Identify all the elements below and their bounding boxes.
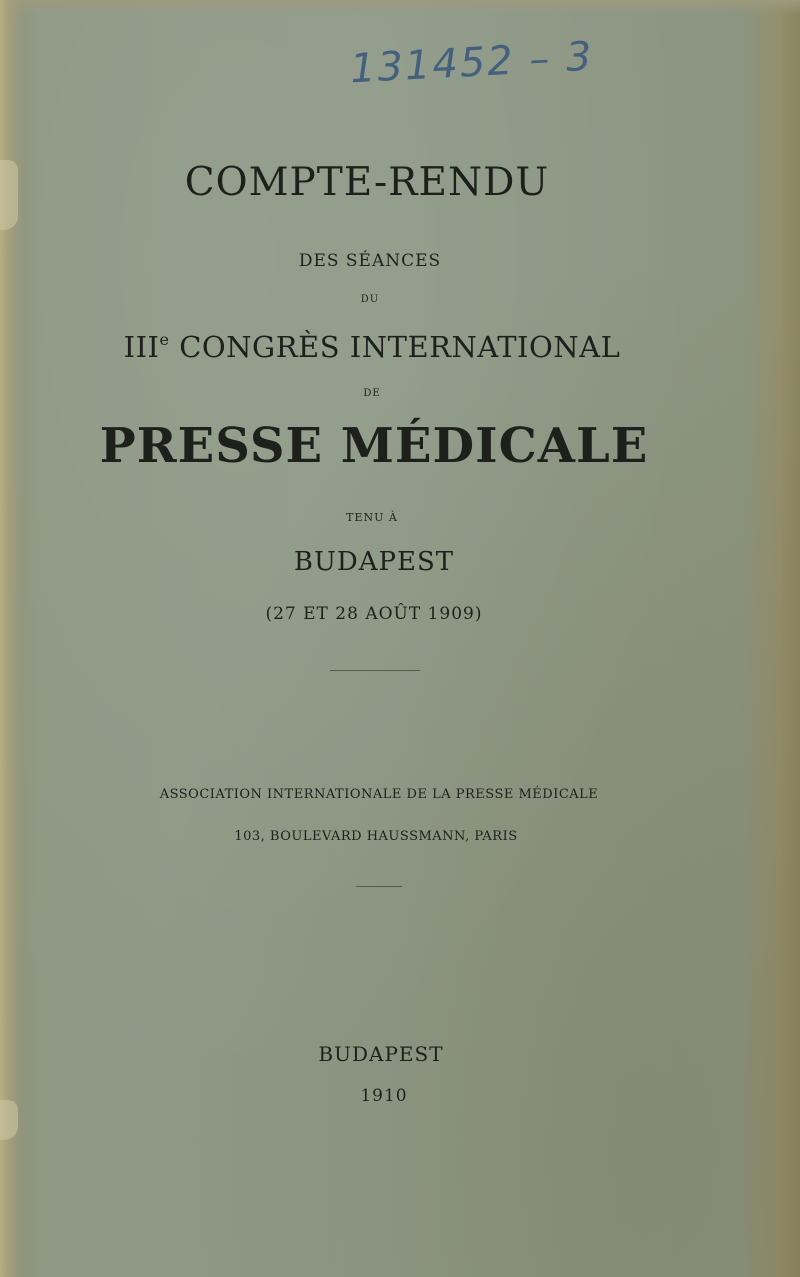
congress-title — [0, 330, 772, 364]
title-compte-rendu: COMPTE-RENDU — [184, 160, 550, 205]
association-address: 103, BOULEVARD HAUSSMANN, PARIS — [234, 829, 518, 844]
paper-edge-top — [0, 0, 800, 14]
subtitle-du: DU — [360, 294, 380, 305]
handwritten-catalog-number: 131452 – 3 — [348, 33, 595, 93]
imprint-year: 1910 — [360, 1086, 408, 1106]
dates: (27 ET 28 AOÛT 1909) — [265, 604, 483, 624]
association-name: ASSOCIATION INTERNATIONALE DE LA PRESSE MÉDICALE — [159, 787, 599, 802]
imprint-city: BUDAPEST — [318, 1042, 444, 1066]
paper-tear — [0, 1100, 18, 1140]
divider-rule — [330, 670, 420, 671]
congress-superscript: e — [159, 330, 170, 349]
place: BUDAPEST — [293, 547, 455, 577]
congress-name: CONGRÈS INTERNATIONAL — [169, 330, 621, 364]
subtitle-de: DE — [363, 388, 381, 399]
congress-numeral: III — [123, 330, 160, 364]
subtitle-des-seances: DES SÉANCES — [298, 251, 442, 271]
main-title: PRESSE MÉDICALE — [99, 418, 649, 474]
subtitle-tenu-a: TENU À — [346, 511, 398, 524]
divider-rule — [356, 886, 402, 887]
